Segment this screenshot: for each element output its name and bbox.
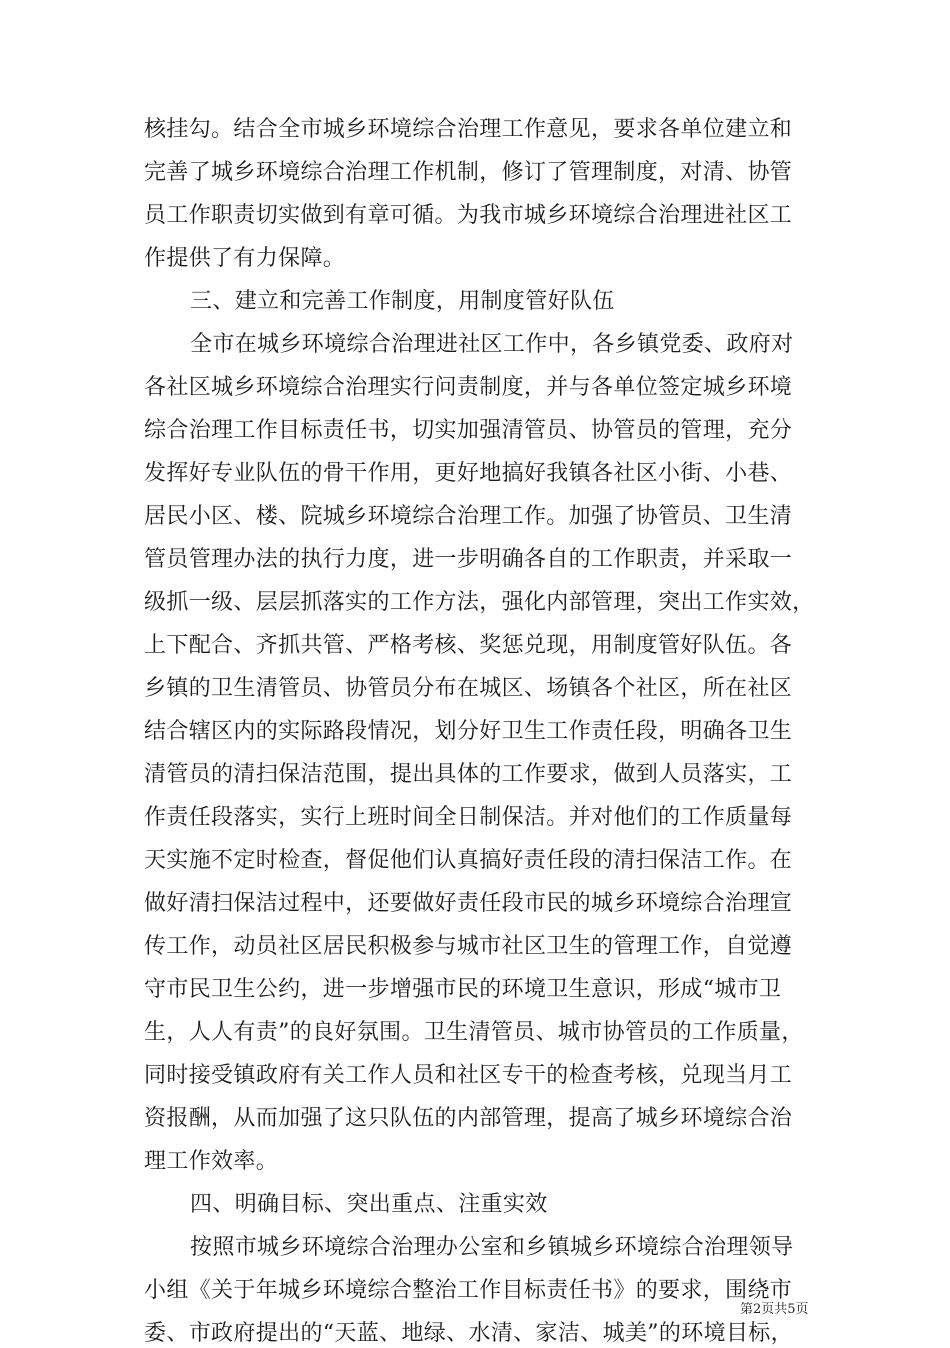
text-line: 发挥好专业队伍的骨干作用，更好地搞好我镇各社区小街、小巷、 — [144, 461, 793, 486]
text-line: 管员管理办法的执行力度，进一步明确各自的工作职责，并采取一 — [144, 547, 793, 572]
text-line: 守市民卫生公约，进一步增强市民的环境卫生意识，形成“城市卫 — [144, 977, 782, 1002]
text-line: 传工作，动员社区居民积极参与城市社区卫生的管理工作，自觉遵 — [144, 934, 793, 959]
text-line: 作提供了有力保障。 — [144, 246, 346, 271]
text-line: 结合辖区内的实际路段情况，划分好卫生工作责任段，明确各卫生 — [144, 719, 793, 744]
text-line: 居民小区、楼、院城乡环境综合治理工作。加强了协管员、卫生清 — [144, 504, 793, 529]
text-line: 完善了城乡环境综合治理工作机制，修订了管理制度，对清、协管 — [144, 160, 793, 185]
text-line: 理工作效率。 — [144, 1149, 279, 1174]
text-line: 各社区城乡环境综合治理实行问责制度，并与各单位签定城乡环境 — [144, 375, 793, 400]
text-line: 按照市城乡环境综合治理办公室和乡镇城乡环境综合治理领导 — [190, 1235, 794, 1260]
section-heading: 三、建立和完善工作制度，用制度管好队伍 — [190, 289, 615, 314]
text-line: 全市在城乡环境综合治理进社区工作中，各乡镇党委、政府对 — [190, 332, 794, 357]
text-line: 小组《关于年城乡环境综合整治工作目标责任书》的要求，围绕市 — [144, 1278, 793, 1303]
page-number: 第2页共5页 — [740, 1302, 809, 1317]
text-line: 做好清扫保洁过程中，还要做好责任段市民的城乡环境综合治理宣 — [144, 891, 793, 916]
section-heading: 四、明确目标、突出重点、注重实效 — [190, 1192, 548, 1217]
text-line: 作责任段落实，实行上班时间全日制保洁。并对他们的工作质量每 — [144, 805, 793, 830]
text-line: 级抓一级、层层抓落实的工作方法，强化内部管理，突出工作实效， — [144, 590, 815, 615]
text-line: 综合治理工作目标责任书，切实加强清管员、协管员的管理，充分 — [144, 418, 793, 443]
text-line: 委、市政府提出的“天蓝、地绿、水清、家洁、城美”的环境目标， — [144, 1321, 793, 1346]
text-line: 同时接受镇政府有关工作人员和社区专干的检查考核，兑现当月工 — [144, 1063, 793, 1088]
text-line: 天实施不定时检查，督促他们认真搞好责任段的清扫保洁工作。在 — [144, 848, 793, 873]
text-line: 资报酬，从而加强了这只队伍的内部管理，提高了城乡环境综合治 — [144, 1106, 793, 1131]
text-line: 员工作职责切实做到有章可循。为我市城乡环境综合治理进社区工 — [144, 203, 793, 228]
text-line: 核挂勾。结合全市城乡环境综合治理工作意见，要求各单位建立和 — [144, 117, 793, 142]
text-line: 清管员的清扫保洁范围，提出具体的工作要求，做到人员落实，工 — [144, 762, 793, 787]
text-line: 乡镇的卫生清管员、协管员分布在城区、场镇各个社区，所在社区 — [144, 676, 793, 701]
text-line: 生，人人有责”的良好氛围。卫生清管员、城市协管员的工作质量， — [144, 1020, 804, 1045]
text-line: 上下配合、齐抓共管、严格考核、奖惩兑现，用制度管好队伍。各 — [144, 633, 793, 658]
